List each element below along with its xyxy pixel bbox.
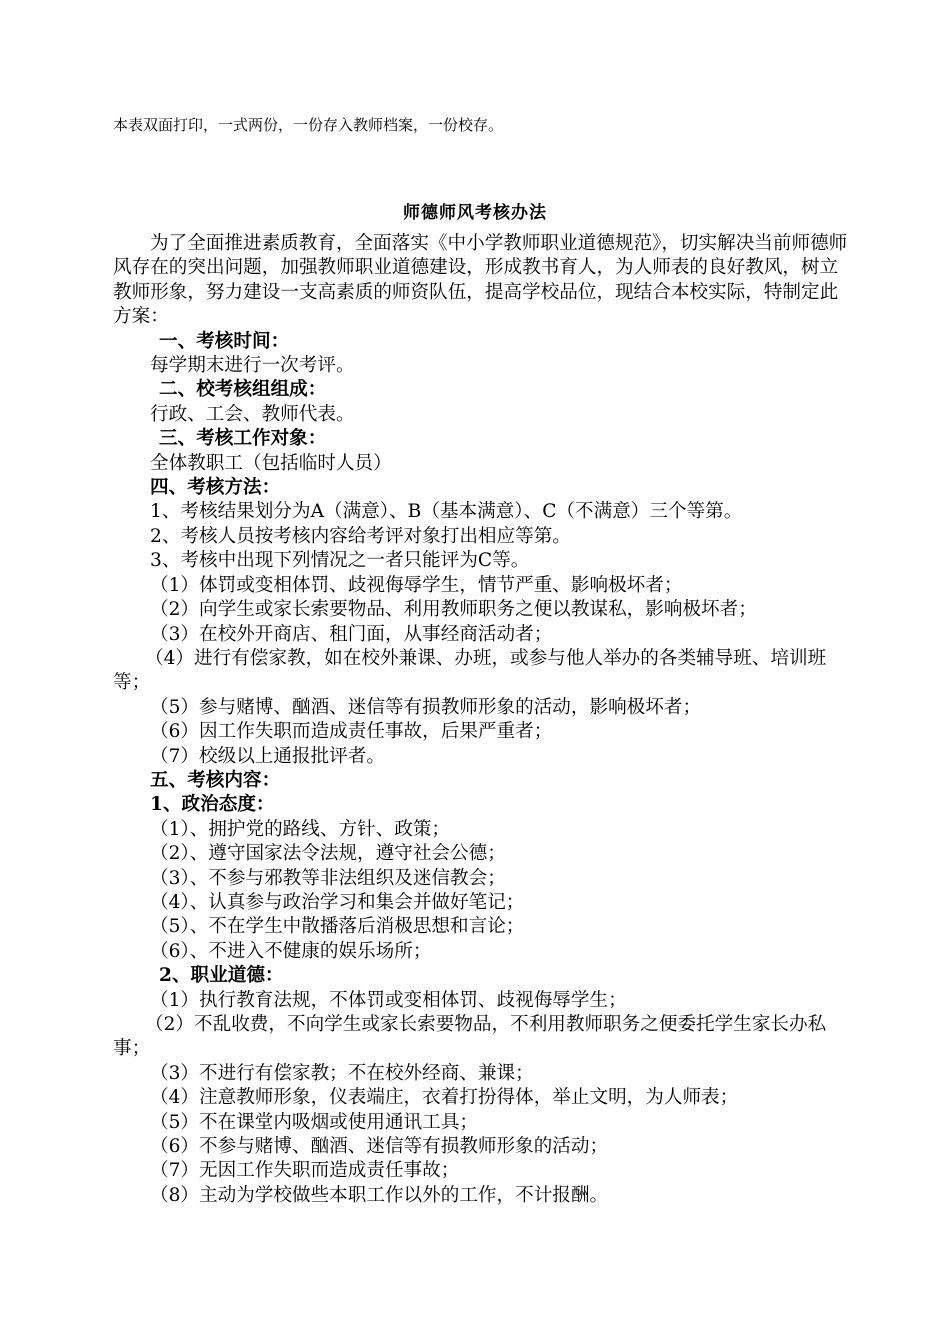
c-grade-item: （4）进行有偿家教，如在校外兼课、办班，或参与他人举办的各类辅导班、培训班等； [113,647,827,694]
document-title: 师德师风考核办法 [403,203,547,223]
ethics-item: （5）不在课堂内吸烟或使用通讯工具； [150,1111,478,1133]
c-grade-item: （6）因工作失职而造成责任事故，后果严重者； [150,721,553,743]
ethics-item: （7）无因工作失职而造成责任事故； [150,1160,460,1182]
ethics-item: （8）主动为学校做些本职工作以外的工作，不计报酬。 [150,1184,609,1206]
section-content-heading: 五、考核内容： [150,769,281,791]
method-item: 1、考核结果划分为A（满意）、B（基本满意）、C（不满意）三个等第。 [150,501,743,523]
method-item: 2、考核人员按考核内容给考评对象打出相应等第。 [150,525,571,547]
ethics-item: （4）注意教师形象，仪表端庄，衣着打扮得体，举止文明，为人师表； [150,1087,739,1109]
section-target-heading: 三、考核工作对象： [159,428,327,450]
c-grade-item: （2）向学生或家长索要物品、利用教师职务之便以教谋私，影响极坏者； [150,599,757,621]
political-item: （2）、遵守国家法令法规，遵守社会公德； [150,843,506,865]
political-item: （5）、不在学生中散播落后消极思想和言论； [150,916,525,938]
document-body [113,232,849,1208]
print-note: 本表双面打印，一式两份，一份存入教师档案，一份校存。 [113,116,504,134]
ethics-item: （2）不乱收费，不向学生或家长索要物品，不利用教师职务之便委托学生家长办私事； [113,1014,827,1060]
c-grade-item: （3）在校外开商店、租门面，从事经商活动者； [150,623,553,645]
section-group-heading: 二、校考核组组成： [159,379,327,401]
political-item: （1）、拥护党的路线、方针、政策； [150,818,451,840]
section-target-text: 全体教职工（包括临时人员） [150,452,392,474]
c-grade-item: （5）参与赌博、酗酒、迷信等有损教师形象的活动，影响极坏者； [150,696,702,718]
section-group-text: 行政、工会、教师代表。 [150,403,355,425]
ethics-item: （1）执行教育法规，不体罚或变相体罚、歧视侮辱学生； [150,989,627,1011]
political-item: （4）、认真参与政治学习和集会并做好笔记； [150,891,525,913]
political-item: （6）、不进入不健康的娱乐场所； [150,940,432,962]
c-grade-item: （1）体罚或变相体罚、歧视侮辱学生，情节严重、影响极坏者； [150,574,683,596]
section-time-heading: 一、考核时间： [159,330,290,352]
method-item: 3、考核中出现下列情况之一者只能评为C等。 [150,550,530,572]
section-method-heading: 四、考核方法： [150,477,281,499]
ethics-item: （6）不参与赌博、酗酒、迷信等有损教师形象的活动； [150,1136,609,1158]
intro-paragraph: 为了全面推进素质教育，全面落实《中小学教师职业道德规范》，切实解决当前师德师风存在的突出问题，加强教师职业道德建设，形成教书育人，为人师表的良好教风，树立教师形象，努力建设一支高素质的师资队伍，提高学校品位，现结合本校实际，特制定此方案： [113,233,848,328]
ethics-item: （3）不进行有偿家教；不在校外经商、兼课； [150,1062,534,1084]
section-time-text: 每学期末进行一次考评。 [150,355,355,377]
ethics-heading: 2、职业道德： [159,965,284,987]
c-grade-item: （7）校级以上通报批评者。 [150,745,385,767]
political-heading: 1、政治态度： [150,794,275,816]
political-item: （3）、不参与邪教等非法组织及迷信教会； [150,867,506,889]
